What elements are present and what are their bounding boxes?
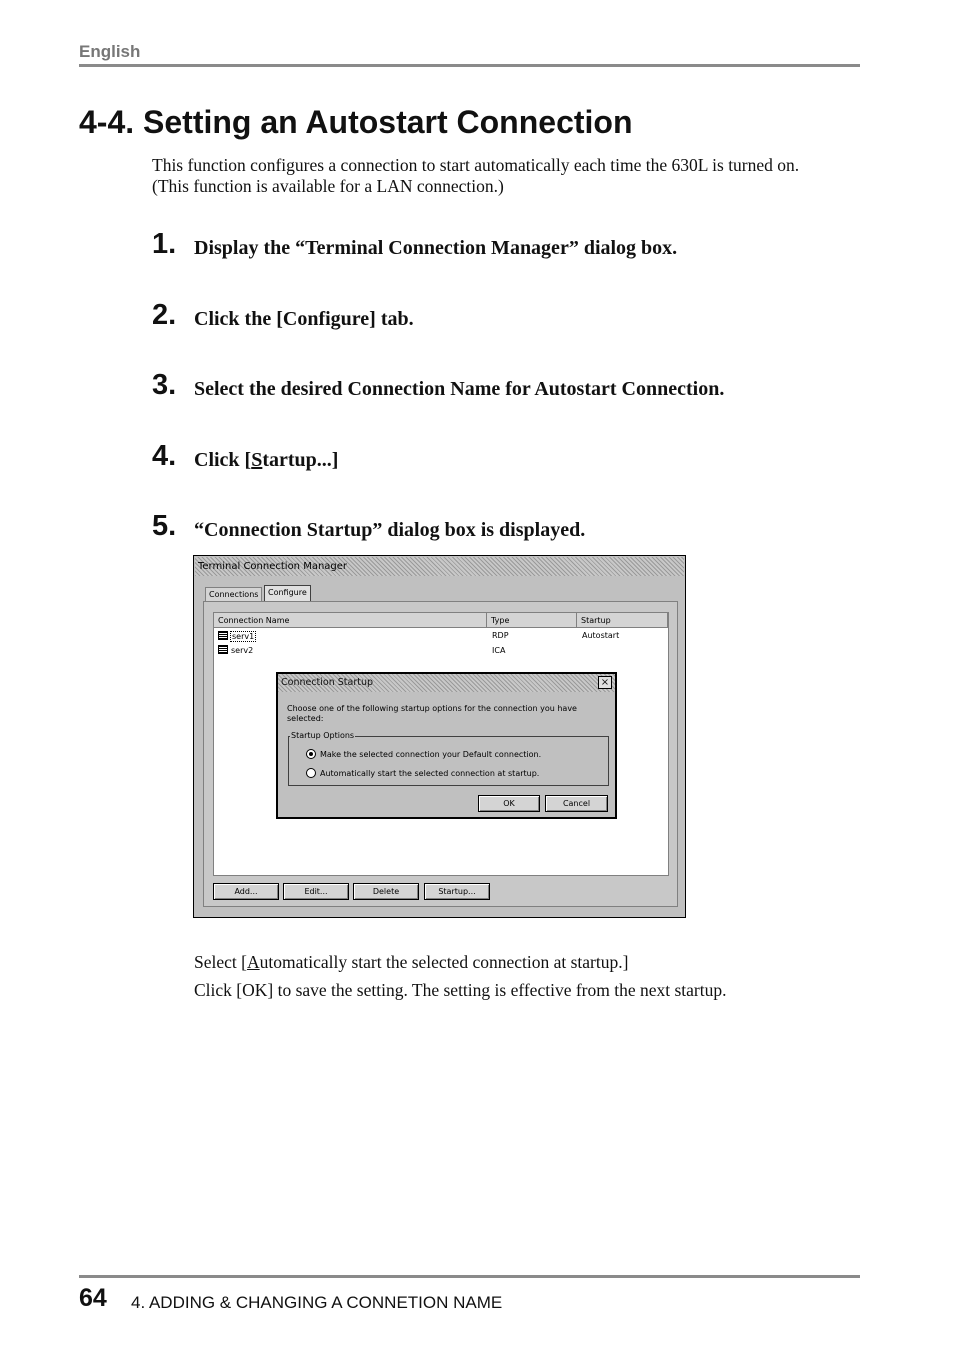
row-type: ICA [492, 646, 506, 655]
intro-paragraph: This function configures a connection to start automatically each time the 630L is turned on. (This function is available for a LAN connection.) [152, 155, 800, 196]
step-5-text: “Connection Startup” dialog box is displayed. [194, 519, 586, 541]
tab-configure[interactable]: Configure [264, 585, 311, 601]
dialog-message: Choose one of the following startup options for the connection you have selected: [287, 704, 577, 723]
row-name: serv2 [231, 646, 254, 655]
section-title: 4-4. Setting an Autostart Connection [79, 104, 633, 140]
connection-list[interactable] [213, 612, 669, 876]
step-1-text: Display the “Terminal Connection Manager” dialog box. [194, 237, 678, 259]
select-instruction [194, 952, 628, 973]
step-4-text-underline: S [251, 449, 263, 471]
radio-autostart[interactable] [306, 768, 316, 778]
column-header-type[interactable]: Type [487, 613, 577, 628]
step-5-number: 5. [152, 510, 177, 542]
footer-rule [79, 1275, 860, 1278]
language-label: English [79, 42, 141, 61]
ok-instruction: Click [OK] to save the setting. The setting is effective from the next startup. [194, 980, 727, 1000]
dialog-title: Connection Startup [278, 674, 615, 692]
startup-button[interactable]: Startup... [424, 883, 490, 900]
add-button[interactable]: Add... [213, 883, 279, 900]
chapter-title: 4. ADDING & CHANGING A CONNETION NAME [131, 1293, 503, 1312]
option-autostart-label[interactable]: Automatically start the selected connection at startup. [320, 769, 540, 778]
radio-default[interactable] [306, 749, 316, 759]
column-header-startup[interactable]: Startup [577, 613, 668, 628]
step-4-text [194, 449, 338, 472]
step-3-text: Select the desired Connection Name for Autostart Connection. [194, 378, 725, 400]
delete-button[interactable]: Delete [353, 883, 419, 900]
server-icon [218, 645, 228, 654]
connection-startup-dialog [276, 672, 617, 819]
step-4-text-before: Click [ [194, 449, 252, 471]
step-4-number: 4. [152, 440, 177, 472]
server-icon [218, 631, 228, 640]
ok-button[interactable]: OK [478, 795, 540, 812]
column-header-name[interactable]: Connection Name [214, 613, 487, 628]
row-name: serv1 [232, 632, 255, 641]
page-number: 64 [79, 1284, 107, 1312]
tab-connections[interactable]: Connections [205, 587, 262, 601]
startup-options-group [288, 736, 609, 786]
edit-button[interactable]: Edit... [283, 883, 349, 900]
step-1-number: 1. [152, 228, 177, 260]
step-2-text: Click the [Configure] tab. [194, 308, 414, 330]
select-instruction-before: Select [ [194, 952, 247, 972]
close-icon[interactable]: × [598, 676, 612, 689]
window-title: Terminal Connection Manager [195, 557, 684, 576]
header-rule [79, 64, 860, 67]
cancel-button[interactable]: Cancel [545, 795, 608, 812]
step-4-text-after: tartup...] [262, 449, 339, 471]
group-label: Startup Options [291, 731, 355, 740]
step-3-number: 3. [152, 369, 177, 401]
row-startup: Autostart [582, 631, 620, 640]
select-instruction-after: utomatically start the selected connection at startup.] [259, 952, 629, 972]
step-2-number: 2. [152, 299, 177, 331]
option-default-label[interactable]: Make the selected connection your Default connection. [320, 750, 542, 759]
select-instruction-underline: A [246, 952, 260, 972]
terminal-connection-manager-window [193, 555, 686, 918]
list-row-serv1[interactable] [214, 629, 668, 643]
row-type: RDP [492, 631, 509, 640]
list-row-serv2[interactable] [214, 643, 668, 657]
